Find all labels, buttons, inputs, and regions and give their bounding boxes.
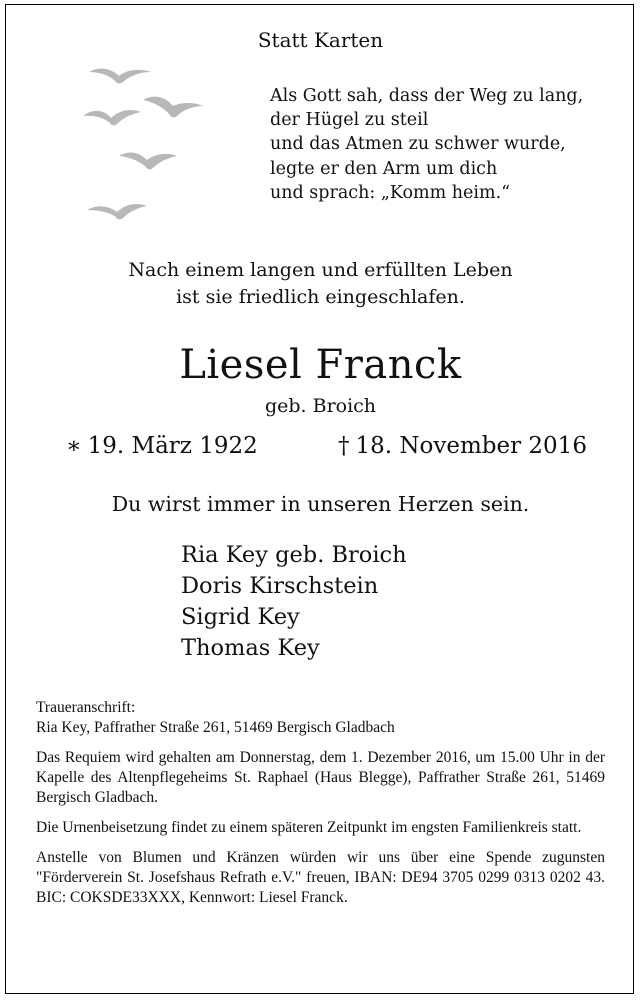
obituary-notice <box>5 4 634 994</box>
address-block <box>36 698 605 738</box>
poem <box>270 84 583 205</box>
intro-line: ist sie friedlich eingeschlafen. <box>176 286 465 308</box>
seagull-icon <box>89 69 151 84</box>
deceased-name: Liesel Franck <box>179 342 462 388</box>
death-date-line <box>338 433 587 459</box>
birth-date-line <box>66 433 258 459</box>
seagull-icon <box>83 110 141 125</box>
poem-line: der Hügel zu steil <box>270 110 429 131</box>
address: Ria Key, Paffrather Straße 261, 51469 Bergisch Gladbach <box>36 719 395 736</box>
birth-date: 19. März 1922 <box>87 433 258 459</box>
seagull-icon <box>87 204 147 219</box>
donation-text: Anstelle von Blumen und Kränzen würden wir uns über eine Spende zugunsten "Förderverein St. Josefshaus Refrath e.V." freuen, IBAN: DE94 3705 0299 0313 0202 43. BIC: COKSDE33XXX, Kennwort: Liesel Franck. <box>36 849 605 906</box>
mourner-name: Ria Key geb. Broich <box>181 542 407 568</box>
death-date: 18. November 2016 <box>355 433 587 459</box>
mourner-name: Sigrid Key <box>181 604 300 630</box>
motto: Du wirst immer in unseren Herzen sein. <box>111 492 530 516</box>
urn-text: Die Urnenbeisetzung findet zu einem späteren Zeitpunkt im engsten Familienkreis statt. <box>36 819 582 836</box>
mourner-name: Thomas Key <box>181 635 320 661</box>
death-cross-icon: † <box>338 433 350 459</box>
intro-line: Nach einem langen und erfüllten Leben <box>128 259 513 281</box>
details-section <box>36 698 605 918</box>
poem-line: und das Atmen zu schwer wurde, <box>270 134 566 155</box>
birth-star-icon: ∗ <box>66 433 82 459</box>
seagull-icon <box>143 97 203 118</box>
poem-line: und sprach: „Komm heim.“ <box>270 182 511 203</box>
seagull-icon <box>119 153 177 170</box>
mourner-name: Doris Kirschstein <box>181 573 379 599</box>
intro-text <box>6 257 635 311</box>
requiem-text: Das Requiem wird gehalten am Donnerstag, dem 1. Dezember 2016, um 15.00 Uhr in der Kapelle des Altenpflegeheims St. Raphael (Haus Blegge), Paffrather Straße 261, 51469 Bergisch Gladbach. <box>36 749 605 806</box>
maiden-name: geb. Broich <box>264 395 377 417</box>
header-title: Statt Karten <box>257 28 384 52</box>
mourners-list <box>181 540 407 664</box>
poem-line: legte er den Arm um dich <box>270 158 498 179</box>
poem-line: Als Gott sah, dass der Weg zu lang, <box>270 86 584 106</box>
address-label: Traueranschrift: <box>36 699 136 716</box>
seagulls-illustration <box>81 60 211 225</box>
